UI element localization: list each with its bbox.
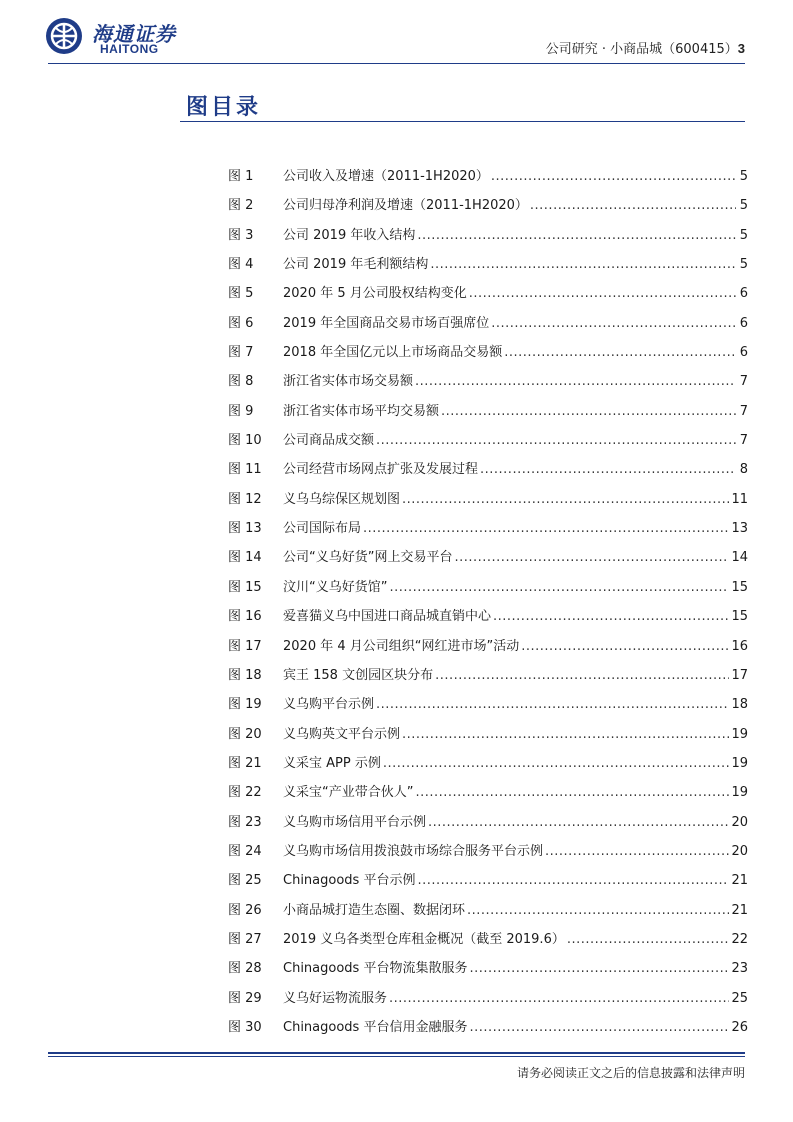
toc-entry[interactable] <box>228 543 748 572</box>
toc-entry[interactable] <box>228 778 748 807</box>
figure-title: 义乌购平台示例 <box>283 697 375 713</box>
toc-entry[interactable] <box>228 162 748 191</box>
page-ref: 16 <box>731 638 748 654</box>
footer-disclaimer: 请务必阅读正文之后的信息披露和法律声明 <box>516 1066 745 1080</box>
figure-title: Chinagoods 平台示例 <box>283 873 416 889</box>
dot-leader <box>383 749 730 778</box>
dot-leader <box>376 690 729 719</box>
figure-title: 公司 2019 年收入结构 <box>283 227 416 243</box>
figure-title: 小商品城打造生态圈、数据闭环 <box>283 902 466 918</box>
title-divider <box>180 121 745 122</box>
figure-title: 2018 年全国亿元以上市场商品交易额 <box>283 345 503 361</box>
figure-number: 图 11 <box>228 462 262 478</box>
figure-title: Chinagoods 平台信用金融服务 <box>283 1019 468 1035</box>
figure-title: 2019 义乌各类型仓库租金概况（截至 2019.6） <box>283 931 565 947</box>
dot-leader <box>435 661 729 690</box>
figure-number: 图 12 <box>228 491 262 507</box>
dot-leader <box>417 221 736 250</box>
figure-number: 图 10 <box>228 433 262 449</box>
toc-entry[interactable] <box>228 808 748 837</box>
figure-number: 图 28 <box>228 961 262 977</box>
toc-entry[interactable] <box>228 954 748 983</box>
figure-title: 公司收入及增速（2011-1H2020） <box>283 169 489 184</box>
toc-entry[interactable] <box>228 720 748 749</box>
page-ref: 20 <box>731 814 748 830</box>
header-divider <box>48 63 745 64</box>
toc-entry[interactable] <box>228 925 748 954</box>
figure-title: 2020 年 5 月公司股权结构变化 <box>283 286 467 302</box>
toc-entry[interactable] <box>228 426 748 455</box>
figure-number: 图 15 <box>228 579 262 595</box>
dot-leader <box>430 250 736 279</box>
page-ref: 5 <box>739 198 748 214</box>
toc-entry[interactable] <box>228 690 748 719</box>
dot-leader <box>376 426 736 455</box>
page-ref: 20 <box>731 843 748 859</box>
dot-leader <box>545 837 729 866</box>
dot-leader <box>389 984 729 1013</box>
figure-number: 图 21 <box>228 755 262 771</box>
figure-title: 义乌购英文平台示例 <box>283 726 401 742</box>
figure-number: 图 19 <box>228 697 262 713</box>
figure-list <box>228 162 748 1042</box>
toc-entry[interactable] <box>228 367 748 396</box>
dot-leader <box>441 397 736 426</box>
toc-entry[interactable] <box>228 221 748 250</box>
figure-title: 浙江省实体市场平均交易额 <box>283 403 440 419</box>
figure-number: 图 14 <box>228 550 262 566</box>
toc-title: 图目录 <box>186 95 262 120</box>
figure-title: 爱喜猫义乌中国进口商品城直销中心 <box>283 609 492 625</box>
toc-entry[interactable] <box>228 397 748 426</box>
page-ref: 23 <box>731 961 748 977</box>
figure-title: 汶川“义乌好货馆” <box>283 579 388 595</box>
page-ref: 5 <box>739 227 748 243</box>
figure-number: 图 18 <box>228 667 262 683</box>
figure-number: 图 7 <box>228 345 254 361</box>
toc-entry[interactable] <box>228 602 748 631</box>
figure-number: 图 8 <box>228 374 254 390</box>
figure-title: 公司归母净利润及增速（2011-1H2020） <box>283 198 528 214</box>
dot-leader <box>402 720 729 749</box>
figure-number: 图 3 <box>228 227 254 243</box>
figure-number: 图 25 <box>228 873 262 889</box>
toc-entry[interactable] <box>228 1013 748 1042</box>
page-ref: 6 <box>739 315 748 331</box>
dot-leader <box>521 632 729 661</box>
dot-leader <box>480 455 736 484</box>
page-ref: 26 <box>731 1019 748 1035</box>
page-ref: 7 <box>739 374 748 390</box>
page-ref: 5 <box>739 257 748 273</box>
figure-title: 义采宝“产业带合伙人” <box>283 785 414 801</box>
page-ref: 6 <box>739 345 748 361</box>
page-ref: 13 <box>731 521 748 537</box>
figure-number: 图 5 <box>228 286 254 302</box>
page-ref: 21 <box>731 873 748 889</box>
figure-title: 公司国际布局 <box>283 521 362 537</box>
figure-number: 图 24 <box>228 843 262 859</box>
toc-entry[interactable] <box>228 279 748 308</box>
figure-number: 图 30 <box>228 1019 262 1035</box>
dot-leader <box>493 602 729 631</box>
figure-title: 公司商品成交额 <box>283 433 375 449</box>
dot-leader <box>467 896 729 925</box>
figure-number: 图 13 <box>228 521 262 537</box>
dot-leader <box>491 309 736 338</box>
page-ref: 25 <box>731 990 748 1006</box>
dot-leader <box>491 162 736 191</box>
dot-leader <box>567 925 730 954</box>
dot-leader <box>402 485 729 514</box>
page-ref: 21 <box>731 902 748 918</box>
toc-entry[interactable] <box>228 309 748 338</box>
toc-entry[interactable] <box>228 573 748 602</box>
figure-number: 图 17 <box>228 638 262 654</box>
haitong-logo-icon <box>44 16 84 56</box>
footer-divider-thin <box>48 1056 745 1057</box>
figure-title: 2019 年全国商品交易市场百强席位 <box>283 315 490 331</box>
figure-title: 义采宝 APP 示例 <box>283 755 381 771</box>
figure-number: 图 16 <box>228 609 262 625</box>
page-ref: 19 <box>731 755 748 771</box>
page-ref: 15 <box>731 609 748 625</box>
figure-title: Chinagoods 平台物流集散服务 <box>283 961 468 977</box>
page-ref: 18 <box>731 697 748 713</box>
report-header <box>546 38 745 57</box>
toc-entry[interactable] <box>228 866 748 895</box>
toc-entry[interactable] <box>228 485 748 514</box>
brand-name-en: HAITONG <box>100 42 159 56</box>
page-number: 3 <box>737 41 745 56</box>
dot-leader <box>417 866 729 895</box>
dot-leader <box>504 338 736 367</box>
page-ref: 7 <box>739 403 748 419</box>
page-ref: 19 <box>731 726 748 742</box>
toc-entry[interactable] <box>228 250 748 279</box>
company-logo <box>44 16 204 60</box>
figure-number: 图 27 <box>228 931 262 947</box>
toc-entry[interactable] <box>228 338 748 367</box>
figure-number: 图 29 <box>228 990 262 1006</box>
page-ref: 22 <box>731 931 748 947</box>
page-ref: 6 <box>739 286 748 302</box>
toc-entry[interactable] <box>228 455 748 484</box>
figure-title: 义乌购市场信用平台示例 <box>283 814 427 830</box>
toc-entry[interactable] <box>228 837 748 866</box>
toc-entry[interactable] <box>228 896 748 925</box>
figure-number: 图 26 <box>228 902 262 918</box>
figure-title: 2020 年 4 月公司组织“网红进市场”活动 <box>283 638 520 654</box>
footer-divider <box>48 1052 745 1054</box>
figure-title: 义乌好运物流服务 <box>283 990 388 1006</box>
figure-number: 图 9 <box>228 403 254 419</box>
dot-leader <box>530 191 736 220</box>
report-info: 公司研究 · 小商品城（600415） <box>545 42 738 57</box>
page-ref: 7 <box>739 433 748 449</box>
dot-leader <box>454 543 729 572</box>
page-ref: 5 <box>739 169 748 184</box>
brand-name-cn: 海通证券 <box>92 22 176 46</box>
page-ref: 14 <box>731 550 748 566</box>
toc-entry[interactable] <box>228 749 748 778</box>
toc-entry[interactable] <box>228 661 748 690</box>
page-ref: 8 <box>739 462 748 478</box>
dot-leader <box>469 1013 729 1042</box>
figure-title: 公司 2019 年毛利额结构 <box>283 257 429 273</box>
page-ref: 11 <box>731 491 748 507</box>
dot-leader <box>415 778 729 807</box>
figure-title: 公司经营市场网点扩张及发展过程 <box>283 462 479 478</box>
page-ref: 17 <box>731 667 748 683</box>
dot-leader <box>469 954 729 983</box>
toc-entry[interactable] <box>228 191 748 220</box>
figure-title: 义乌乌综保区规划图 <box>283 491 401 507</box>
toc-entry[interactable] <box>228 514 748 543</box>
figure-number: 图 20 <box>228 726 262 742</box>
figure-title: 宾王 158 文创园区块分布 <box>283 667 434 683</box>
page-ref: 19 <box>731 785 748 801</box>
figure-number: 图 2 <box>228 198 254 214</box>
figure-number: 图 4 <box>228 257 254 273</box>
dot-leader <box>415 367 736 396</box>
figure-title: 公司“义乌好货”网上交易平台 <box>283 550 453 566</box>
page-ref: 15 <box>731 579 748 595</box>
dot-leader <box>389 573 729 602</box>
toc-entry[interactable] <box>228 632 748 661</box>
figure-number: 图 6 <box>228 315 254 331</box>
dot-leader <box>363 514 729 543</box>
dot-leader <box>428 808 729 837</box>
toc-entry[interactable] <box>228 984 748 1013</box>
figure-number: 图 23 <box>228 814 262 830</box>
figure-title: 浙江省实体市场交易额 <box>283 374 414 390</box>
figure-title: 义乌购市场信用拨浪鼓市场综合服务平台示例 <box>283 843 544 859</box>
dot-leader <box>469 279 736 308</box>
figure-number: 图 1 <box>228 169 254 184</box>
figure-number: 图 22 <box>228 785 262 801</box>
